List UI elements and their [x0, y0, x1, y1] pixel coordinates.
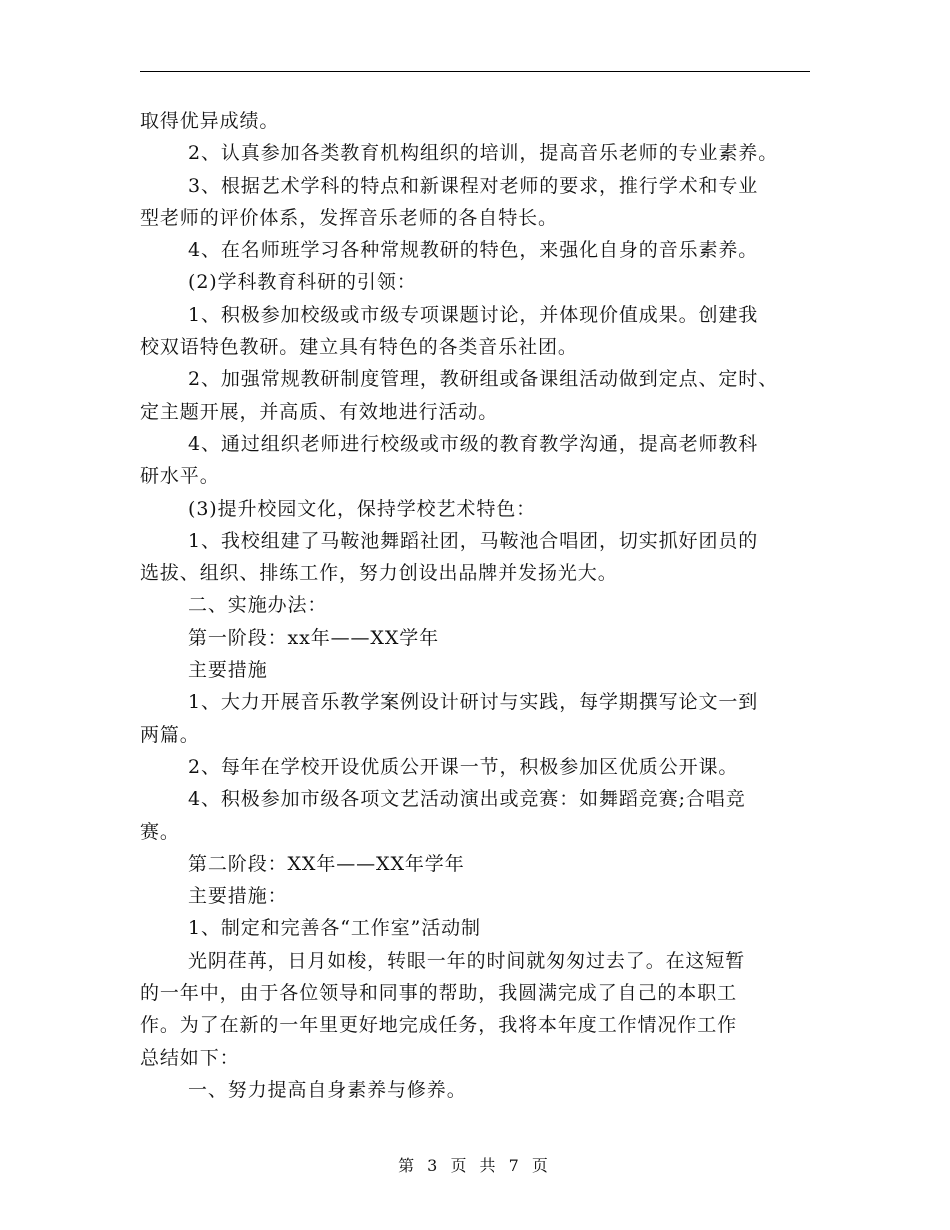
paragraph-line: 2、认真参加各类教育机构组织的培训，提高音乐老师的专业素养。	[188, 142, 779, 165]
paragraph-line: 1、我校组建了马鞍池舞蹈社团，马鞍池合唱团，切实抓好团员的	[188, 529, 759, 552]
section-heading: 一、努力提高自身素养与修养。	[188, 1078, 467, 1101]
paragraph-line: 2、加强常规教研制度管理，教研组或备课组活动做到定点、定时、	[188, 368, 779, 391]
header-rule	[140, 71, 810, 72]
paragraph-line: 4、在名师班学习各种常规教研的特色，来强化自身的音乐素养。	[188, 239, 759, 262]
section-heading: (2)学科教育科研的引领：	[188, 271, 417, 294]
paragraph-line: 取得优异成绩。	[140, 110, 280, 132]
section-heading: 二、实施办法：	[188, 594, 328, 617]
paragraph-line: 3、根据艺术学科的特点和新课程对老师的要求，推行学术和专业	[188, 174, 759, 197]
paragraph-line: 的一年中，由于各位领导和同事的帮助，我圆满完成了自己的本职工	[140, 982, 738, 1005]
paragraph-line: 4、积极参加市级各项文艺活动演出或竞赛：如舞蹈竞赛;合唱竞	[188, 788, 746, 811]
paragraph-line: 1、积极参加校级或市级专项课题讨论，并体现价值成果。创建我	[188, 303, 759, 326]
paragraph-line: 选拔、组织、排练工作，努力创设出品牌并发扬光大。	[140, 562, 618, 585]
paragraph-line: 两篇。	[140, 723, 200, 746]
document-body	[140, 105, 820, 1106]
paragraph-line: 1、大力开展音乐教学案例设计研讨与实践，每学期撰写论文一到	[188, 691, 759, 714]
paragraph-line: 总结如下：	[140, 1046, 240, 1069]
paragraph-line: 校双语特色教研。建立具有特色的各类音乐社团。	[140, 336, 578, 359]
page-footer	[0, 1153, 950, 1176]
subheading: 主要措施	[188, 659, 268, 682]
stage-heading: 第二阶段：XX年——XX年学年	[188, 852, 465, 875]
paragraph-line: 光阴荏苒，日月如梭，转眼一年的时间就匆匆过去了。在这短暂	[188, 949, 746, 972]
paragraph-line: 定主题开展，并高质、有效地进行活动。	[140, 400, 499, 423]
paragraph-line: 研水平。	[140, 465, 220, 488]
paragraph-line: 4、通过组织老师进行校级或市级的教育教学沟通，提高老师教科	[188, 432, 759, 455]
page-number: 第 3 页 共 7 页	[398, 1156, 552, 1175]
paragraph-line: 型老师的评价体系，发挥音乐老师的各自特长。	[140, 206, 558, 229]
paragraph-line: 赛。	[140, 820, 180, 843]
stage-heading: 第一阶段：xx年——XX学年	[188, 626, 440, 649]
paragraph-line: 1、制定和完善各“工作室”活动制	[188, 917, 481, 940]
paragraph-line: 2、每年在学校开设优质公开课一节，积极参加区优质公开课。	[188, 755, 739, 778]
section-heading: (3)提升校园文化，保持学校艺术特色：	[188, 497, 537, 520]
paragraph-line: 作。为了在新的一年里更好地完成任务，我将本年度工作情况作工作	[140, 1014, 738, 1037]
subheading: 主要措施：	[188, 885, 288, 908]
